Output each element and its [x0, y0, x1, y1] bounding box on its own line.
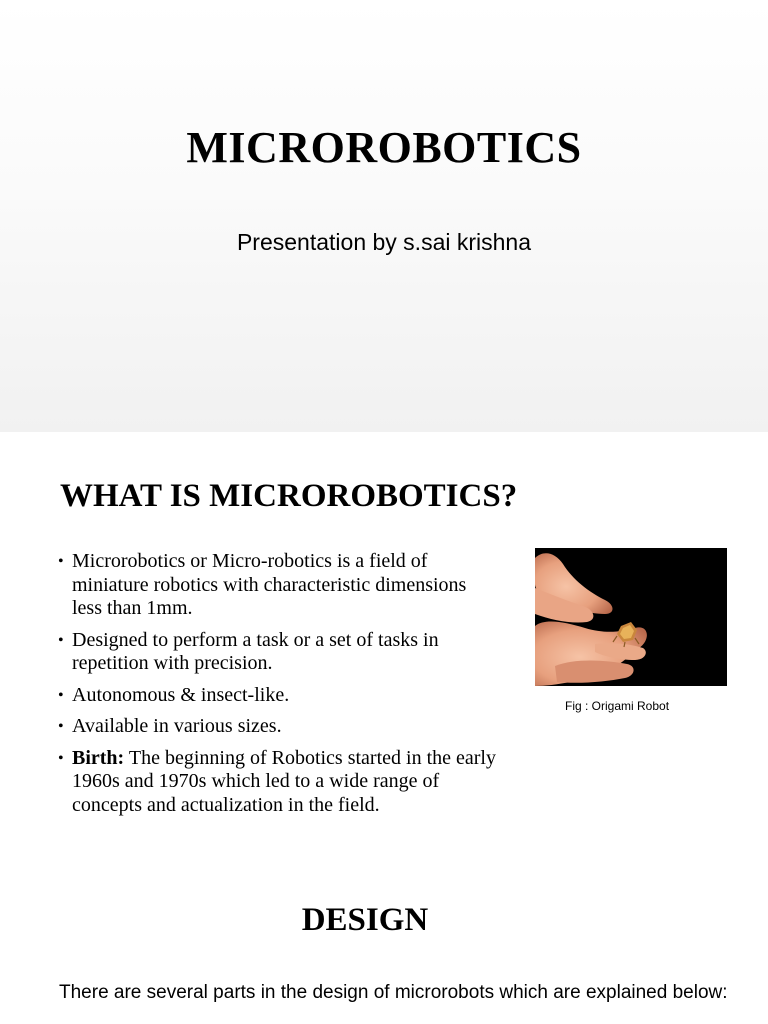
- bullet-strong: Birth:: [72, 746, 125, 769]
- bullet-item: [58, 629, 498, 676]
- bullet-item: [58, 747, 498, 818]
- bullet-text: Autonomous & insect-like.: [72, 683, 290, 706]
- hand-holding-origami-robot-photo: [535, 548, 727, 686]
- origami-robot-photo: [535, 548, 727, 686]
- bullet-text: Designed to perform a task or a set of tasks in repetition with precision.: [72, 628, 439, 674]
- title-slide: [0, 0, 768, 432]
- bullet-item: [58, 684, 498, 708]
- bullet-text: The beginning of Robotics started in the early 1960s and 1970s which led to a wide range of concepts and actualization in the field.: [72, 746, 496, 816]
- bullet-item: [58, 715, 498, 739]
- what-is-slide: [0, 432, 768, 865]
- slide-heading: WHAT IS MICROROBOTICS?: [60, 478, 518, 514]
- design-slide: [0, 865, 768, 1024]
- presentation-subtitle: Presentation by s.sai krishna: [236, 229, 532, 255]
- bullet-text: Available in various sizes.: [72, 715, 282, 737]
- slide-heading: DESIGN: [301, 902, 429, 938]
- slide-body-text: There are several parts in the design of microrobots which are explained below:: [59, 982, 728, 1003]
- figure-caption: Fig : Origami Robot: [565, 699, 670, 713]
- bullet-list: [58, 550, 498, 825]
- bullet-text: Microrobotics or Micro-robotics is a field of miniature robotics with characteristic dimensions less than 1mm.: [72, 550, 467, 619]
- bullet-item: [58, 550, 498, 621]
- presentation-title: MICROROBOTICS: [186, 123, 582, 172]
